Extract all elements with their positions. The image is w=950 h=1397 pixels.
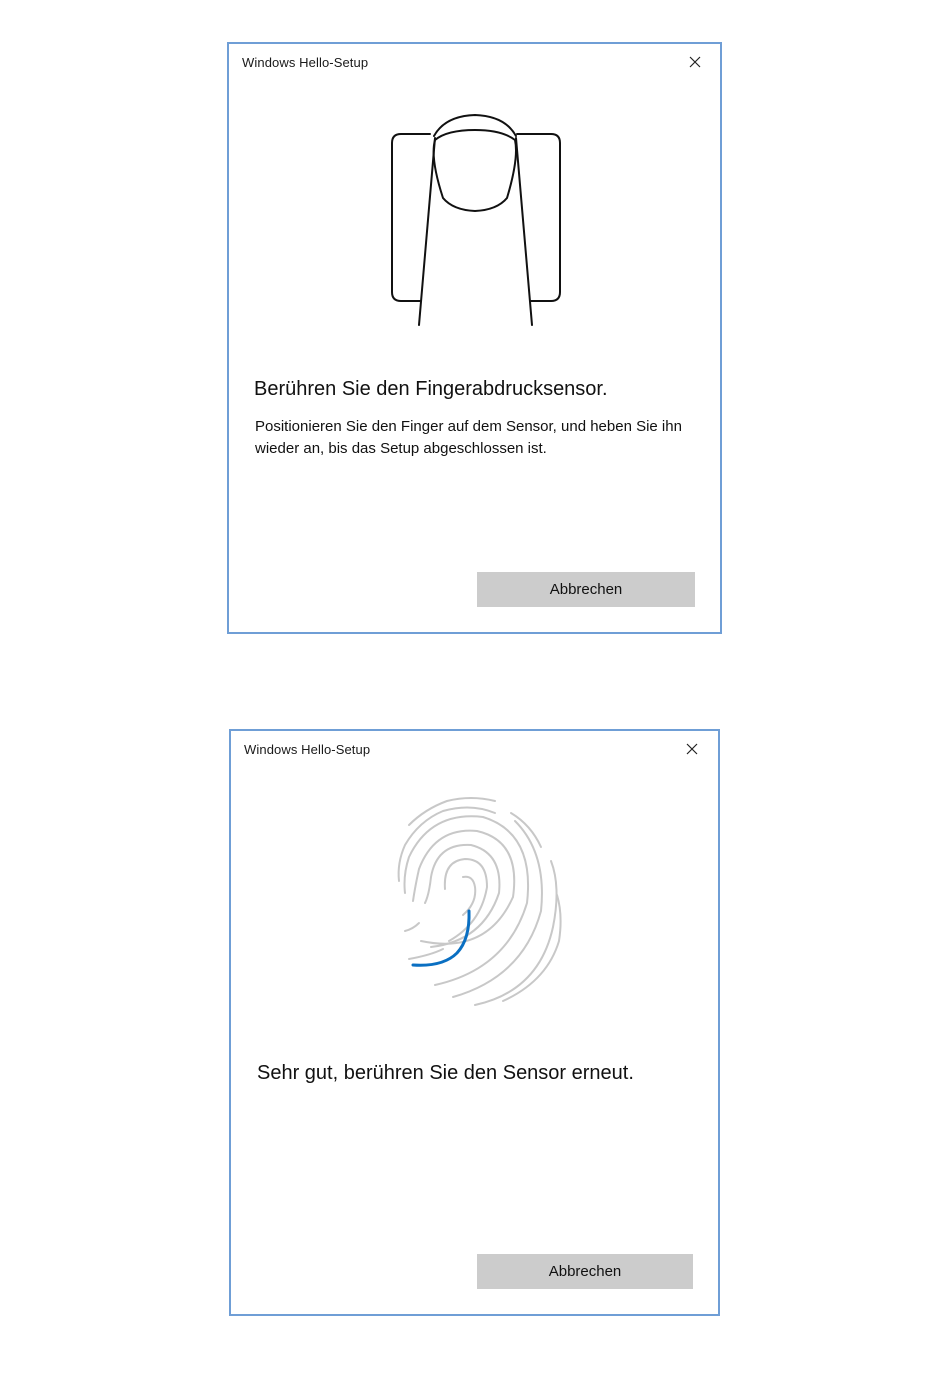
hello-setup-dialog-1 <box>227 42 722 634</box>
dialog-title: Windows Hello-Setup <box>242 55 369 70</box>
close-button[interactable] <box>681 738 703 760</box>
dialog-description: Positionieren Sie den Finger auf dem Sensor, und heben Sie ihn wieder an, bis das Setup abgeschlossen ist. <box>255 418 682 457</box>
close-button[interactable] <box>684 51 706 73</box>
cancel-button[interactable]: Abbrechen <box>477 572 695 607</box>
close-icon <box>686 743 698 755</box>
fingerprint-progress-icon <box>391 791 566 1011</box>
dialog-title: Windows Hello-Setup <box>244 742 371 757</box>
dialog-heading: Sehr gut, berühren Sie den Sensor erneut. <box>257 1062 634 1084</box>
finger-on-sensor-icon <box>387 110 567 326</box>
hello-setup-dialog-2 <box>229 729 720 1316</box>
cancel-button[interactable]: Abbrechen <box>477 1254 693 1289</box>
dialog-heading: Berühren Sie den Fingerabdrucksensor. <box>254 378 608 400</box>
close-icon <box>689 56 701 68</box>
